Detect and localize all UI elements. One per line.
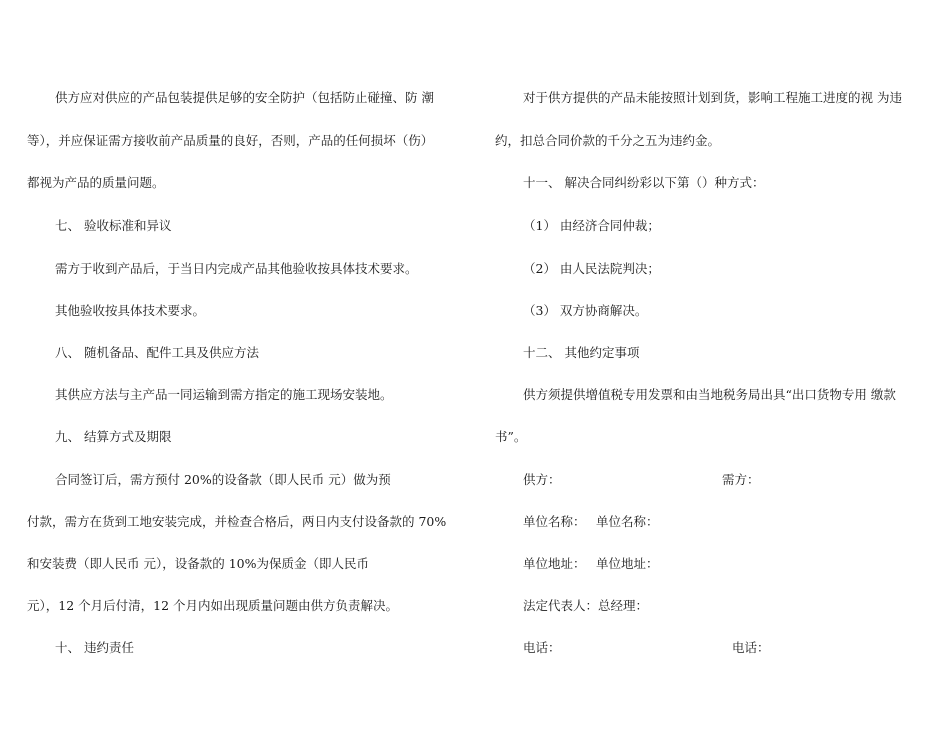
paragraph-packaging-line1: 供方应对供应的产品包装提供足够的安全防护（包括防止碰撞、防 潮 [55, 90, 434, 105]
section-7-text1: 需方于收到产品后，于当日内完成产品其他验收按具体技术要求。 [55, 261, 418, 276]
section-10-line1: 对于供方提供的产品未能按照计划到货，影响工程施工进度的视 为违 [523, 90, 902, 105]
option-negotiation: （3） 双方协商解决。 [523, 303, 648, 318]
section-11-heading: 十一、 解决合同纠纷彩以下第（）种方式： [523, 175, 765, 190]
option-arbitration: （1） 由经济合同仲裁； [523, 218, 660, 233]
buyer-phone-label: 电话： [732, 640, 770, 655]
section-8-heading: 八、 随机备品、配件工具及供应方法 [55, 345, 259, 360]
section-9-line4: 元），12 个月后付清，12 个月内如出现质量问题由供方负责解决。 [27, 598, 399, 613]
paragraph-packaging-line3: 都视为产品的质量问题。 [27, 175, 165, 190]
supplier-phone-label: 电话： [523, 640, 561, 655]
section-9-line1: 合同签订后，需方预付 20%的设备款（即人民币 元）做为预 [55, 472, 391, 487]
section-12-line1: 供方须提供增值税专用发票和由当地税务局出具“出口货物专用 缴款 [523, 387, 896, 402]
supplier-label: 供方： [523, 472, 561, 487]
right-column [475, 0, 950, 755]
section-8-text: 其供应方法与主产品一同运输到需方指定的施工现场安装地。 [55, 387, 393, 402]
supplier-unit-name-label: 单位名称： [523, 514, 586, 529]
section-9-line2: 付款，需方在货到工地安装完成，并检查合格后，两日内支付设备款的 70% [27, 514, 447, 529]
section-12-line2: 书”。 [495, 429, 527, 444]
section-10-heading: 十、 违约责任 [55, 640, 134, 655]
section-7-heading: 七、 验收标准和异议 [55, 218, 172, 233]
buyer-unit-address-label: 单位地址： [596, 556, 659, 571]
legal-representative-label: 法定代表人：总经理： [523, 598, 649, 613]
option-court: （2） 由人民法院判决； [523, 261, 660, 276]
buyer-unit-name-label: 单位名称： [596, 514, 659, 529]
section-12-heading: 十二、 其他约定事项 [523, 345, 640, 360]
buyer-label: 需方： [722, 472, 760, 487]
section-10-line2: 约，扣总合同价款的千分之五为违约金。 [495, 133, 721, 148]
section-9-heading: 九、 结算方式及期限 [55, 429, 172, 444]
section-9-line3: 和安装费（即人民币 元），设备款的 10%为保质金（即人民币 [27, 556, 369, 571]
supplier-unit-address-label: 单位地址： [523, 556, 586, 571]
section-7-text2: 其他验收按具体技术要求。 [55, 303, 206, 318]
paragraph-packaging-line2: 等），并应保证需方接收前产品质量的良好，否则，产品的任何损坏（伤） [27, 133, 434, 148]
